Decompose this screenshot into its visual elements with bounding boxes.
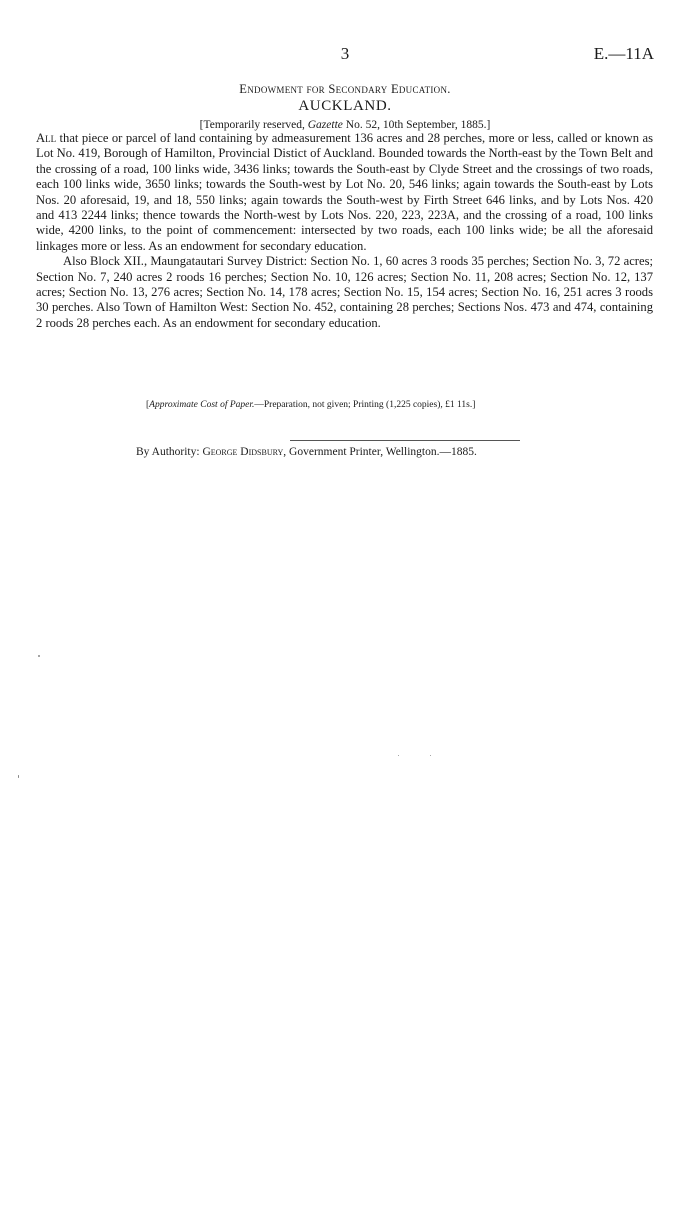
printer-imprint	[136, 446, 477, 458]
scan-speck	[18, 775, 19, 778]
paragraph-text: that piece or parcel of land containing by admeasurement 136 acres and 28 perches, more or less, called or known as Lot No. 419, Borough of Hamilton, Provincial Distict of Auckland. Bounded towards the North-east by the Town Belt and the crossing of a road, 100 links wide, 3436 links; towards the South-east by Clyde Street and the crossings of two roads, each 100 links wide, 3650 links; towards the South-west by Lot No. 20, 546 links; again towards the South-east by Lots Nos. 20 aforesaid, 19, and 18, 550 links; again towards the South-west by Firth Street 646 links, and by Lots Nos. 420 and 413 2244 links; thence towards the North-west by Lots Nos. 220, 223, 223A, and the crossing of a road, 100 links wide, 4200 links, to the point of commencement: intersected by two roads, each 100 links wide; be all the aforesaid linkages more or less. As an endowment for secondary education.	[36, 131, 653, 253]
document-body	[36, 131, 653, 331]
page-number: 3	[340, 44, 350, 63]
printer-name: George Didsbury	[202, 446, 284, 458]
region-heading: AUCKLAND.	[298, 98, 392, 114]
divider-rule	[290, 440, 520, 441]
reservation-suffix: No. 52, 10th September, 1885.]	[342, 119, 491, 131]
cost-note: [Approximate Cost of Paper.—Preparation, not given; Printing (1,225 copies), £1 11s.]	[146, 400, 476, 410]
imprint-suffix: , Government Printer, Wellington.—1885.	[283, 446, 477, 458]
reservation-prefix: [Temporarily reserved,	[199, 119, 308, 131]
section-heading: Endowment for Secondary Education.	[239, 82, 451, 96]
document-reference: E.—11A	[593, 44, 654, 63]
imprint-prefix: By Authority:	[136, 446, 203, 458]
reservation-note	[0, 119, 690, 131]
scan-speck	[398, 755, 399, 756]
cost-label: Approximate Cost of Paper.	[149, 400, 255, 410]
scan-speck	[430, 755, 431, 756]
paragraph-lot-419	[36, 131, 653, 254]
scan-speck	[38, 655, 40, 657]
paragraph-lead-word: All	[36, 131, 57, 145]
reservation-gazette: Gazette	[307, 119, 343, 131]
cost-text: —Preparation, not given; Printing (1,225 copies), £1 11s.	[254, 400, 473, 410]
paragraph-block-xii: Also Block XII., Maungatautari Survey District: Section No. 1, 60 acres 3 roods 35 perches; Section No. 3, 72 acres; Section No. 7, 240 acres 2 roods 16 perches; Section No. 10, 126 acres; Section No. 11, 208 acres; Section No. 12, 137 acres; Section No. 13, 276 acres; Section No. 14, 178 acres; Section No. 15, 154 acres; Section No. 16, 251 acres 3 roods 30 perches. Also Town of Hamilton West: Section No. 452, containing 28 perches; Sections Nos. 473 and 474, containing 2 roods 28 perches each. As an endowment for secondary education.	[36, 254, 653, 330]
